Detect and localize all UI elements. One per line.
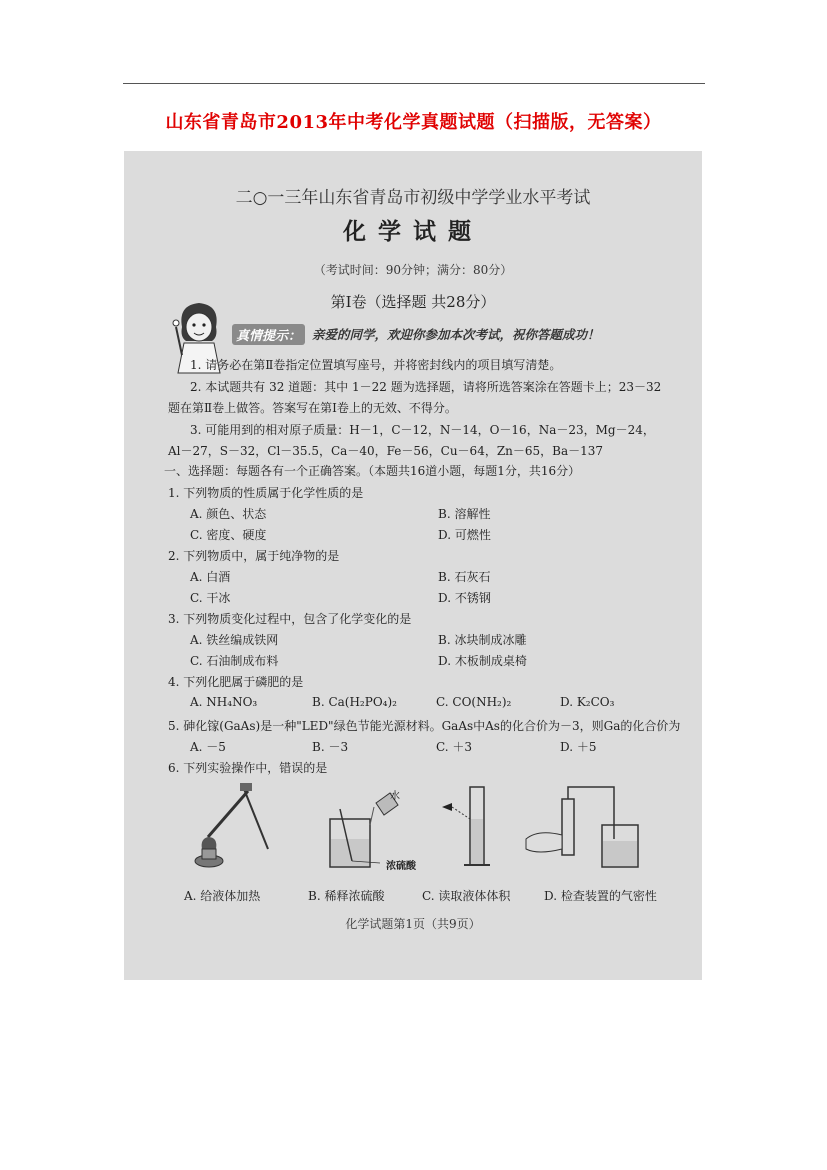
heating-liquid-figure [188,779,298,875]
option-d: D. 木板制成桌椅 [438,654,527,668]
question-stem: 3. 下列物质变化过程中，包含了化学变化的是 [168,612,412,626]
question-stem: 2. 下列物质中，属于纯净物的是 [168,549,340,563]
exam-title: 二○一三年山东省青岛市初级中学学业水平考试 [235,188,591,208]
option-c: C. 石油制成布料 [190,654,279,668]
option-d: D. K₂CO₃ [560,695,615,709]
question-stem: 4. 下列化肥属于磷肥的是 [168,675,304,689]
acid-label: 浓硫酸 [386,861,416,872]
option-a: A. 铁丝编成铁网 [190,633,279,647]
option-c: C. ＋3 [436,740,473,754]
instruction-line: 3. 可能用到的相对原子质量：H－1，C－12，N－14，O－16，Na－23，Mg－24， [190,423,655,437]
question-stem: 5. 砷化镓(GaAs)是一种"LED"绿色节能光源材料。GaAs中As的化合价为－3，则Ga的化合价为 [168,719,681,733]
option-a: A. 颜色、状态 [190,507,267,521]
option-b: B. －3 [312,740,349,754]
option-a: A. 白酒 [190,570,231,584]
scanned-page [124,151,702,980]
top-rule [123,83,705,84]
subject-title: 化学试题 [343,218,483,245]
figure-caption: D. 检查装置的气密性 [544,889,657,903]
question-stem: 1. 下列物质的性质属于化学性质的是 [168,486,364,500]
option-b: B. Ca(H₂PO₄)₂ [312,695,397,709]
section-heading: 一、选择题：每题各有一个正确答案。（本题共16道小题，每题1分，共16分） [164,464,581,478]
airtightness-figure [518,779,648,875]
option-c: C. 干冰 [190,591,231,605]
page-footer: 化学试题第1页（共9页） [345,917,481,931]
instruction-line: Al－27，S－32，Cl－35.5，Ca－40，Fe－56，Cu－64，Zn－65，Ba－137 [168,444,604,458]
option-b: B. 溶解性 [438,507,491,521]
reading-volume-figure [436,779,506,875]
part-title: 第Ⅰ卷（选择题 共28分） [330,293,496,311]
option-d: D. 不锈钢 [438,591,491,605]
figure-caption: C. 读取液体体积 [422,889,511,903]
option-c: C. 密度、硬度 [190,528,267,542]
option-b: B. 石灰石 [438,570,491,584]
tip-text: 亲爱的同学，欢迎你参加本次考试，祝你答题成功！ [312,327,600,342]
tip-label: 真情提示： [232,324,305,345]
document-title: 山东省青岛市2013年中考化学真题试题（扫描版，无答案） [165,112,662,133]
option-a: A. NH₄NO₃ [190,695,258,709]
option-d: D. ＋5 [560,740,597,754]
question-stem: 6. 下列实验操作中，错误的是 [168,761,328,775]
exam-info: （考试时间：90分钟；满分：80分） [313,263,513,277]
figure-caption: B. 稀释浓硫酸 [308,889,385,903]
instruction-line: 2. 本试题共有 32 道题：其中 1－22 题为选择题，请将所选答案涂在答题卡上；23－32 [190,380,662,394]
instruction-line: 1. 请务必在第Ⅱ卷指定位置填写座号，并将密封线内的项目填写清楚。 [190,358,562,372]
water-label: 水 [390,791,400,802]
instruction-line: 题在第Ⅱ卷上做答。答案写在第Ⅰ卷上的无效、不得分。 [168,401,457,415]
option-a: A. －5 [190,740,226,754]
option-b: B. 冰块制成冰雕 [438,633,527,647]
option-d: D. 可燃性 [438,528,491,542]
option-c: C. CO(NH₂)₂ [436,695,512,709]
figure-caption: A. 给液体加热 [184,889,261,903]
